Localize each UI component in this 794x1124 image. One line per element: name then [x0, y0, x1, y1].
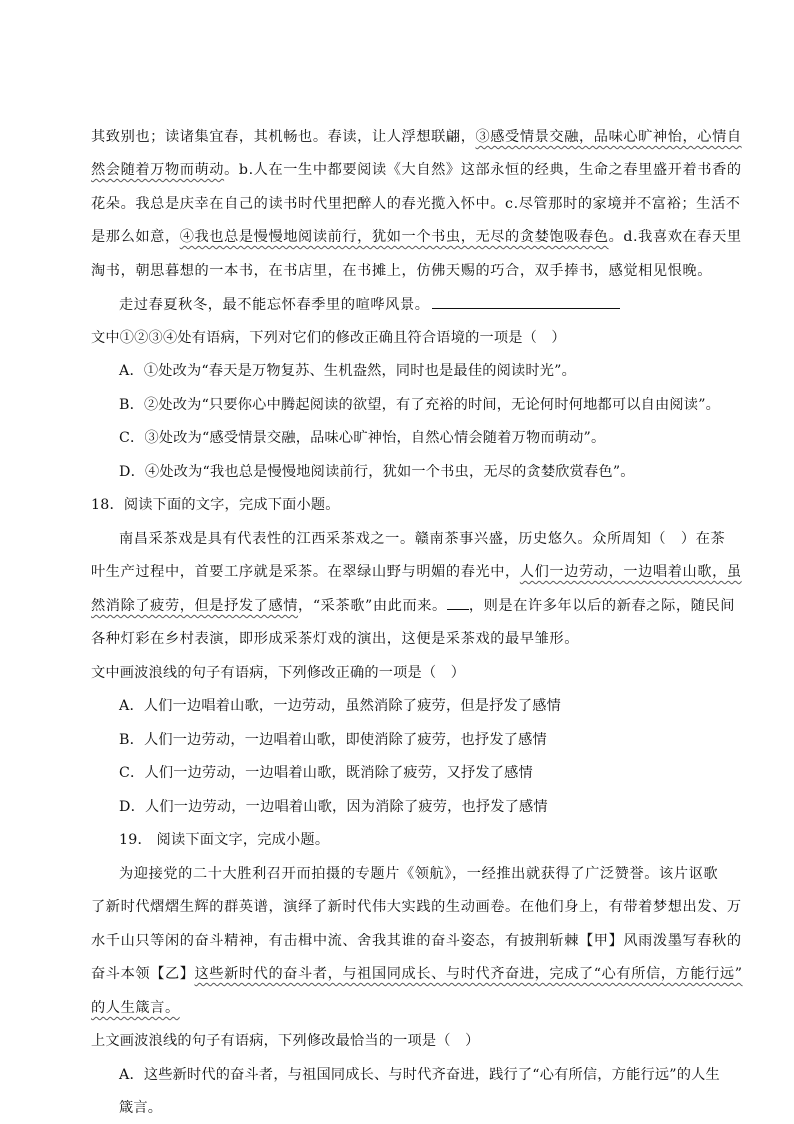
passage17-line-5: 淘书，朝思暮想的一本书，在书店里，在书摊上，仿佛天赐的巧合，双手捧书，感觉相见恨晚。 [91, 263, 713, 279]
q19-wavy-sentence: 这些新时代的奋斗者，与祖国同成长、与时代齐奋进，完成了“心有所信，方能行远” [194, 966, 743, 982]
passage17-line-4-tail: 。d.我喜欢在春天里 [608, 229, 742, 245]
q17-option-c[interactable]: C．③处改为“感受情景交融，品味心旷神怡，自然心情会随着万物而萌动”。 [119, 430, 606, 446]
answer-blank[interactable] [432, 294, 620, 309]
q17-option-b[interactable]: B．②处改为“只要你心中腾起阅读的欲望，有了充裕的时间，无论何时何地都可以自由阅读”。 [119, 397, 721, 413]
passage17-line-4-text: 是那么如意， [91, 229, 180, 245]
q19-stem: 上文画波浪线的句子有语病，下列修改最恰当的一项是（ ） [91, 1033, 480, 1049]
q19-heading: 19． 阅读下面文字，完成小题。 [119, 832, 330, 848]
passage17-line-6 [119, 294, 620, 315]
q18-wavy-sentence-cont: 然消除了疲劳，但是抒发了感情 [91, 598, 299, 614]
q19-option-a[interactable]: A．这些新时代的奋斗者，与祖国同成长、与时代齐奋进，践行了“心有所信，方能行远”的人生 [119, 1067, 720, 1083]
q18-passage-line-1: 南昌采茶戏是具有代表性的江西采茶戏之一。赣南茶事兴盛，历史悠久。众所周知（ ）在茶 [119, 531, 726, 547]
q18-passage-line-2 [91, 562, 742, 582]
q19-passage-line-2: 了新时代熠熠生辉的群英谱，演绎了新时代伟大实践的生动画卷。在他们身上，有带着梦想出发、万 [91, 899, 742, 915]
q19-passage-line-1: 为迎接党的二十大胜利召开而拍摄的专题片《领航》，一经推出就获得了广泛赞誉。该片讴歌 [119, 866, 719, 882]
passage17-line-2-text: 。b.人在一生中都要阅读《大自然》这部永恒的经典，生命之春里盛开着书香的 [224, 162, 742, 178]
wavy-sentence-4: ④我也总是慢慢地阅读前行，犹如一个书虫，无尽的贪婪饱吸春色 [179, 229, 609, 245]
q18-option-b[interactable]: B．人们一边劳动，一边唱着山歌，即使消除了疲劳，也抒发了感情 [119, 732, 547, 748]
q18-option-a[interactable]: A．人们一边唱着山歌，一边劳动，虽然消除了疲劳，但是抒发了感情 [119, 698, 562, 714]
q17-option-d[interactable]: D．④处改为“我也总是慢慢地阅读前行，犹如一个书虫，无尽的贪婪欣赏春色”。 [119, 464, 635, 480]
q19-passage-line-4-text: 奋斗本领【乙】 [91, 966, 195, 982]
q18-fill-blank[interactable] [447, 597, 469, 610]
passage17-line-1-text: 其致别也；读诸集宜春，其机畅也。春读，让人浮想联翩， [91, 129, 476, 145]
q17-stem: 文中①②③④处有语病，下列对它们的修改正确且符合语境的一项是（ ） [91, 330, 566, 346]
q19-passage-line-5 [91, 998, 180, 1018]
q18-passage-line-3-text: ，“采茶歌”由此而来。 [298, 598, 447, 614]
passage17-line-3: 花朵。我总是庆幸在自己的读书时代里把醉人的春光揽入怀中。c.尽管那时的家境并不富裕；生活不 [91, 196, 741, 212]
q19-passage-line-4 [91, 964, 743, 984]
q19-wavy-sentence-cont: 的人生箴言。 [91, 1000, 180, 1016]
passage17-line-4 [91, 227, 742, 247]
q18-option-d[interactable]: D．人们一边劳动，一边唱着山歌，因为消除了疲劳，也抒发了感情 [119, 799, 548, 815]
q18-passage-line-2-text: 叶生产过程中，首要工序就是采茶。在翠绿山野与明媚的春光中， [91, 564, 520, 580]
passage17-line-2 [91, 160, 742, 180]
q18-stem: 文中画波浪线的句子有语病，下列修改正确的一项是（ ） [91, 665, 466, 681]
q19-option-a-cont[interactable]: 箴言。 [119, 1100, 163, 1116]
q18-passage-line-4: 各种灯彩在乡村表演，即形成采茶灯戏的演出，这便是采茶戏的最早雏形。 [91, 631, 579, 647]
q17-option-a[interactable]: A．①处改为“春天是万物复苏、生机盎然，同时也是最佳的阅读时光”。 [119, 363, 576, 379]
q18-passage-line-3-tail: ，则是在许多年以后的新春之际，随民间 [468, 598, 736, 614]
q18-heading: 18．阅读下面的文字，完成下面小题。 [91, 497, 340, 513]
passage17-line-6-text: 走过春夏秋冬，最不能忘怀春季里的喧哗风景。 [119, 297, 430, 313]
q18-option-c[interactable]: C．人们一边劳动，一边唱着山歌，既消除了疲劳，又抒发了感情 [119, 765, 533, 781]
q18-wavy-sentence: 人们一边劳动，一边唱着山歌，虽 [519, 564, 742, 580]
passage17-line-1 [91, 127, 742, 147]
q18-passage-line-3 [91, 596, 735, 616]
q19-passage-line-3: 水千山只等闲的奋斗精神，有击楫中流、舍我其谁的奋斗姿态，有披荆斩棘【甲】风雨泼墨写春秋的 [91, 933, 742, 949]
wavy-sentence-3-cont: 然会随着万物而萌动 [91, 162, 225, 178]
wavy-sentence-3: ③感受情景交融，品味心旷神怡，心情自 [475, 129, 742, 145]
